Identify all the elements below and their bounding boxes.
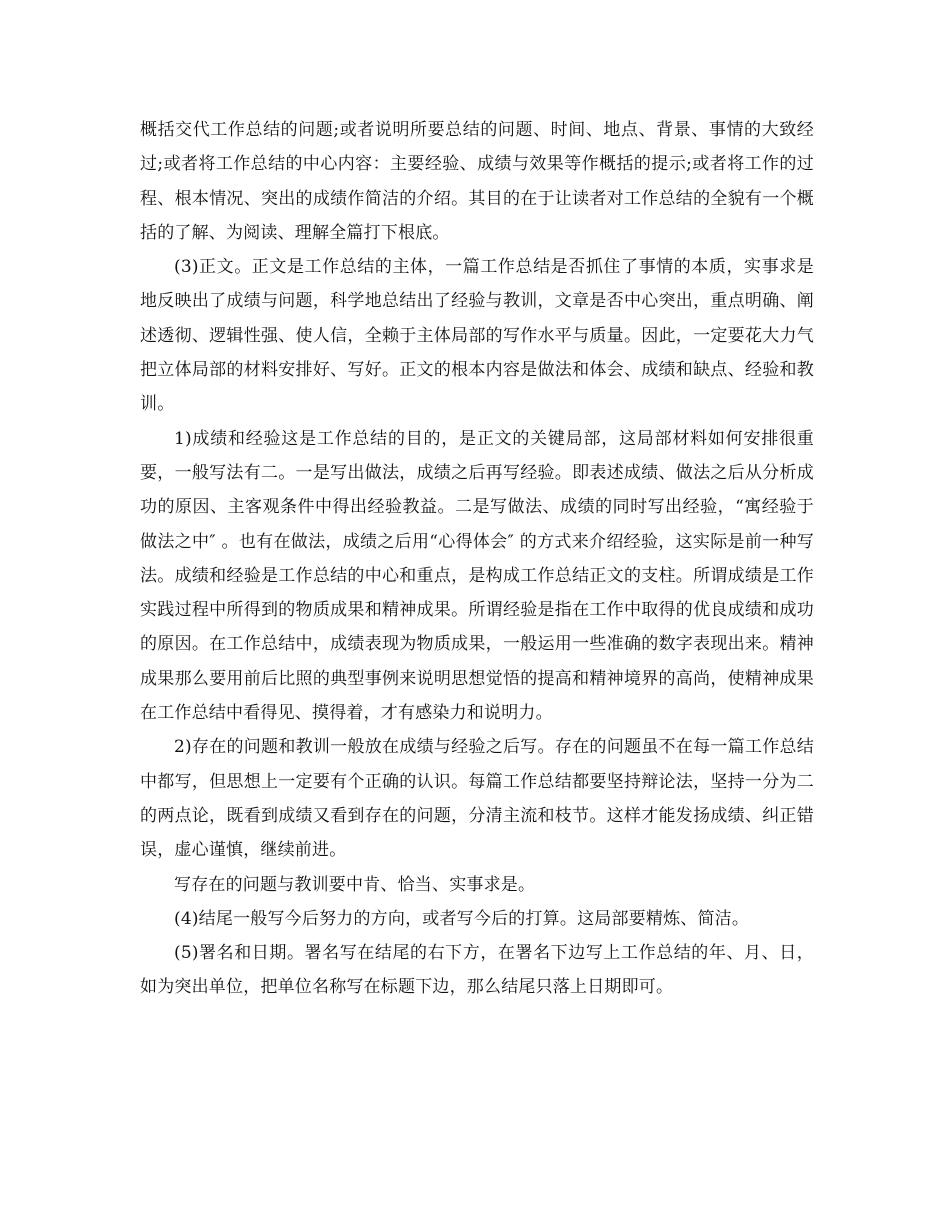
paragraph-intro-continuation: 概括交代工作总结的问题;或者说明所要总结的问题、时间、地点、背景、事情的大致经过;或者将工作总结的中心内容：主要经验、成绩与效果等作概括的提示;或者将工作的过程、根本情况、突出的成绩作简洁的介绍。其目的在于让读者对工作总结的全貌有一个概括的了解、为阅读、理解全篇打下根底。 [140, 120, 814, 243]
paragraph-signature-and-date: (5)署名和日期。署名写在结尾的右下方，在署名下边写上工作总结的年、月、日，如为突出单位，把单位名称写在标题下边，那么结尾只落上日期即可。 [140, 943, 814, 998]
paragraph-ending: (4)结尾一般写今后努力的方向，或者写今后的打算。这局部要精炼、简洁。 [174, 908, 750, 929]
document-body [140, 113, 814, 1005]
paragraph-results-and-experience: 1)成绩和经验这是工作总结的目的，是正文的关键局部，这局部材料如何安排很重要，一般写法有二。一是写出做法，成绩之后再写经验。即表述成绩、做法之后从分析成功的原因、主客观条件中得出经验教益。二是写做法、成绩的同时写出经验，“寓经验于做法之中″ 。也有在做法，成绩之后用“心得体会″ 的方式来介绍经验，这实际是前一种写法。成绩和经验是工作总结的中心和重点，是构成工作总结正文的支柱。所谓成绩是工作实践过程中所得到的物质成果和精神成果。所谓经验是指在工作中取得的优良成绩和成功的原因。在工作总结中，成绩表现为物质成果，一般运用一些准确的数字表现出来。精神成果那么要用前后比照的典型事例来说明思想觉悟的提高和精神境界的高尚，使精神成果在工作总结中看得见、摸得着，才有感染力和说明力。 [140, 428, 814, 724]
paragraph-problems-note: 写存在的问题与教训要中肯、恰当、实事求是。 [174, 874, 536, 895]
paragraph-problems-and-lessons: 2)存在的问题和教训一般放在成绩与经验之后写。存在的问题虽不在每一篇工作总结中都写，但思想上一定要有个正确的认识。每篇工作总结都要坚持辩论法，坚持一分为二的两点论，既看到成绩又看到存在的问题，分清主流和枝节。这样才能发扬成绩、纠正错误，虚心谨慎，继续前进。 [140, 737, 814, 861]
paragraph-main-text: (3)正文。正文是工作总结的主体，一篇工作总结是否抓住了事情的本质，实事求是地反映出了成绩与问题，科学地总结出了经验与教训，文章是否中心突出，重点明确、阐述透彻、逻辑性强、使人信，全赖于主体局部的写作水平与质量。因此，一定要花大力气把立体局部的材料安排好、写好。正文的根本内容是做法和体会、成绩和缺点、经验和教训。 [140, 257, 814, 415]
